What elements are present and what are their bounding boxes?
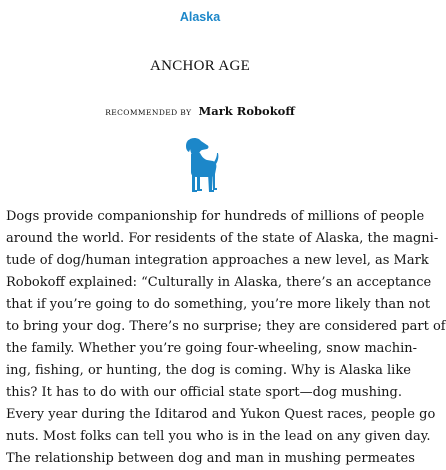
dog-icon (180, 137, 220, 193)
body-line: around the world. For residents of the state of Alaska, the magni- (6, 231, 439, 246)
body-line: The relationship between dog and man in mushing permeates (6, 451, 415, 466)
body-line: ing, fishing, or hunting, the dog is coming. Why is Alaska like (6, 363, 411, 378)
body-line: this? It has to do with our official state sport—dog mushing. (6, 385, 402, 400)
byline-prefix: RECOMMENDED BY (105, 108, 192, 117)
body-line: tude of dog/human integration approaches a new level, as Mark (6, 253, 429, 268)
body-line: nuts. Most folks can tell you who is in the lead on any given day. (6, 429, 431, 444)
body-line: to bring your dog. There’s no surprise; they are considered part of (6, 319, 446, 334)
body-line: Dogs provide companionship for hundreds of millions of people (6, 209, 425, 224)
article-body (6, 206, 446, 470)
byline-author: Mark Robokoff (198, 104, 295, 118)
byline (0, 100, 400, 119)
section-link-alaska[interactable]: Alaska (179, 10, 221, 24)
body-line: the family. Whether you’re going four-wheeling, snow machin- (6, 341, 417, 356)
article-title: ANCHOR AGE (149, 58, 251, 74)
body-line: Every year during the Iditarod and Yukon Quest races, people go (6, 407, 436, 422)
body-line: Robokoff explained: “Culturally in Alaska, there’s an acceptance (6, 275, 432, 290)
body-line: that if you’re going to do something, you’re more likely than not (6, 297, 431, 312)
